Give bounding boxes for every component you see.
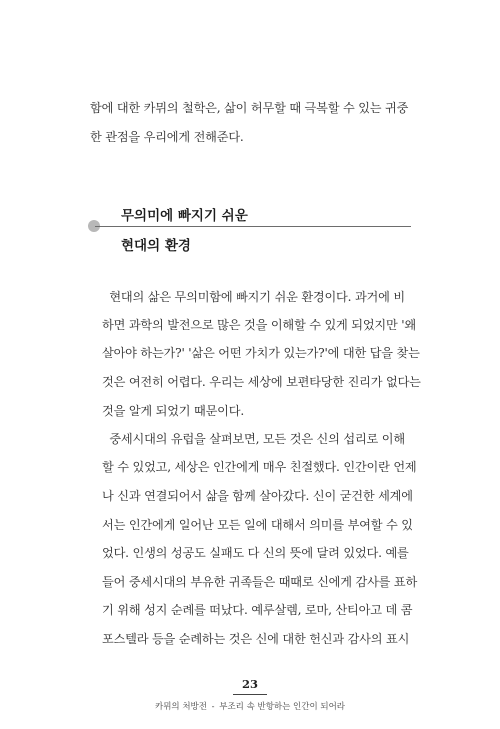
body-line: 나 신과 연결되어서 삶을 함께 살아갔다. 신이 굳건한 세계에: [102, 489, 413, 503]
section-heading-line-2: 현대의 환경: [121, 238, 191, 254]
running-footer: [0, 700, 500, 712]
body-line: 것을 알게 되었기 때문이다.: [102, 404, 245, 418]
body-line: 현대의 삶은 무의미함에 빠지기 쉬운 환경이다. 과거에 비: [102, 290, 405, 304]
body-line: 살아야 하는가?' '삶은 어떤 가치가 있는가?'에 대한 답을 찾는: [102, 346, 420, 360]
section-heading-line-1: 무의미에 빠지기 쉬운: [121, 208, 248, 224]
heading-divider: [95, 226, 411, 227]
footer-separator: -: [211, 702, 215, 712]
body-line: 중세시대의 유럽을 살펴보면, 모든 것은 신의 섭리로 이해: [102, 432, 405, 446]
intro-line: 함에 대한 카뮈의 철학은, 삶이 허무할 때 극복할 수 있는 귀중: [90, 101, 409, 115]
page-number-underline: [233, 694, 267, 695]
footer-subtitle: 부조리 속 반항하는 인간이 되어라: [219, 702, 345, 712]
body-line: 것은 여전히 어렵다. 우리는 세상에 보편타당한 진리가 없다는: [102, 375, 421, 389]
body-line: 할 수 있었고, 세상은 인간에게 매우 친절했다. 인간이란 언제: [102, 460, 417, 474]
body-line: 들어 중세시대의 부유한 귀족들은 때때로 신에게 감사를 표하: [102, 575, 418, 589]
body-line: 포스텔라 등을 순례하는 것은 신에 대한 헌신과 감사의 표시: [102, 632, 410, 646]
body-line: 하면 과학의 발전으로 많은 것을 이해할 수 있게 되었지만 '왜: [102, 318, 416, 332]
footer-book-title: 카뮈의 처방전: [154, 702, 207, 712]
body-line: 서는 인간에게 일어난 모든 일에 대해서 의미를 부여할 수 있: [102, 518, 413, 532]
page-number: 23: [241, 677, 258, 691]
intro-line: 한 관점을 우리에게 전해준다.: [90, 130, 244, 144]
body-line: 었다. 인생의 성공도 실패도 다 신의 뜻에 달려 있었다. 예를: [102, 546, 409, 560]
body-line: 기 위해 성지 순례를 떠났다. 예루살렘, 로마, 산티아고 데 콤: [102, 603, 413, 617]
